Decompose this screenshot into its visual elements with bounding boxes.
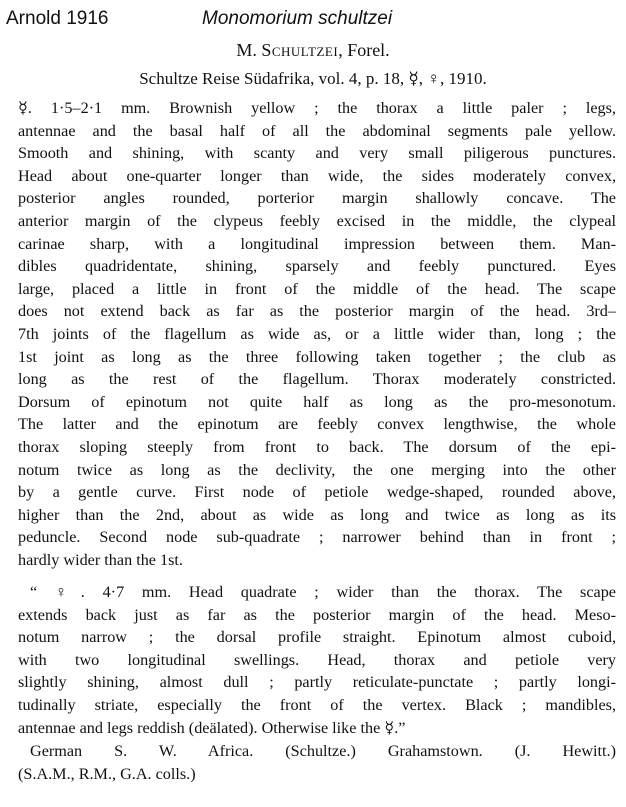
text-line: higher than the 2nd, about as wide as long and twice as long as its	[18, 505, 616, 524]
text-line: 7th joints of the flagellum as wide as, or a little wider than, long ; the	[18, 324, 616, 343]
text-line: thorax sloping steeply from front to back. The dorsum of the epi-	[18, 437, 616, 456]
text-line: slightly shining, almost dull ; partly reticulate-punctate ; partly longi-	[18, 673, 616, 692]
text-line: “ ♀. 4·7 mm. Head quadrate ; wider than the thorax. The scape	[30, 583, 616, 601]
species-title	[0, 40, 626, 61]
text-line: notum twice as long as the declivity, the one merging into the other	[18, 460, 616, 479]
distribution	[18, 740, 616, 785]
text-line: tudinally striate, especially the front of the vertex. Black ; mandibles,	[18, 695, 616, 714]
text-line: notum narrow ; the dorsal profile straight. Epinotum almost cuboid,	[18, 628, 616, 647]
text-line: does not extend back as far as the posterior margin of the head. 3rd–	[18, 302, 616, 321]
text-line: Smooth and shining, with scanty and very small piligerous punctures.	[18, 144, 616, 163]
text-line: (S.A.M., R.M., G.A. colls.)	[18, 764, 196, 783]
text-line: extends back just as far as the posterior margin of the head. Meso-	[18, 605, 616, 624]
text-line: large, placed a little in front of the middle of the head. The scape	[18, 279, 616, 298]
text-line: long as the rest of the flagellum. Thorax moderately constricted.	[18, 370, 616, 389]
text-line: The latter and the epinotum are feebly convex lengthwise, the whole	[18, 415, 616, 434]
text-line: anterior margin of the clypeus feebly excised in the middle, the clypeal	[18, 211, 616, 230]
text-line: posterior angles rounded, porterior margin shallowly concave. The	[18, 189, 616, 208]
text-line: dibles quadridentate, shining, sparsely and feebly punctured. Eyes	[18, 257, 616, 276]
title-suffix: , Forel.	[338, 40, 390, 60]
title-name: Schultzei	[261, 40, 339, 60]
text-line: Head about one-quarter longer than wide, the sides moderately convex,	[18, 166, 616, 185]
text-line: antennae and the basal half of all the abdominal segments pale yellow.	[18, 121, 616, 140]
text-line: Dorsum of epinotum not quite half as long as the pro-mesonotum.	[18, 392, 616, 411]
text-line: ☿. 1·5–2·1 mm. Brownish yellow ; the thorax a little paler ; legs,	[18, 99, 616, 117]
text-line: hardly wider than the 1st.	[18, 550, 183, 569]
female-description	[18, 581, 616, 739]
citation: Schultze Reise Südafrika, vol. 4, p. 18, ☿, ♀, 1910.	[139, 69, 487, 88]
worker-description	[18, 97, 616, 571]
text-line: by a gentle curve. First node of petiole wedge-shaped, rounded above,	[18, 483, 616, 502]
text-line: antennae and legs reddish (deälated). Otherwise like the ☿.”	[18, 718, 406, 737]
title-prefix: M.	[236, 40, 262, 60]
header-species-name: Monomorium schultzei	[202, 8, 393, 29]
text-line: with two longitudinal swellings. Head, thorax and petiole very	[18, 650, 616, 669]
text-line: carinae sharp, with a longitudinal impression between them. Man-	[18, 234, 616, 253]
text-line: German S. W. Africa. (Schultze.) Grahamstown. (J. Hewitt.)	[30, 742, 616, 760]
page-header	[6, 8, 606, 34]
header-author-year: Arnold 1916	[6, 8, 109, 29]
text-line: 1st joint as long as the three following taken together ; the club as	[18, 347, 616, 366]
text-line: peduncle. Second node sub-quadrate ; narrower behind than in front ;	[18, 528, 616, 547]
